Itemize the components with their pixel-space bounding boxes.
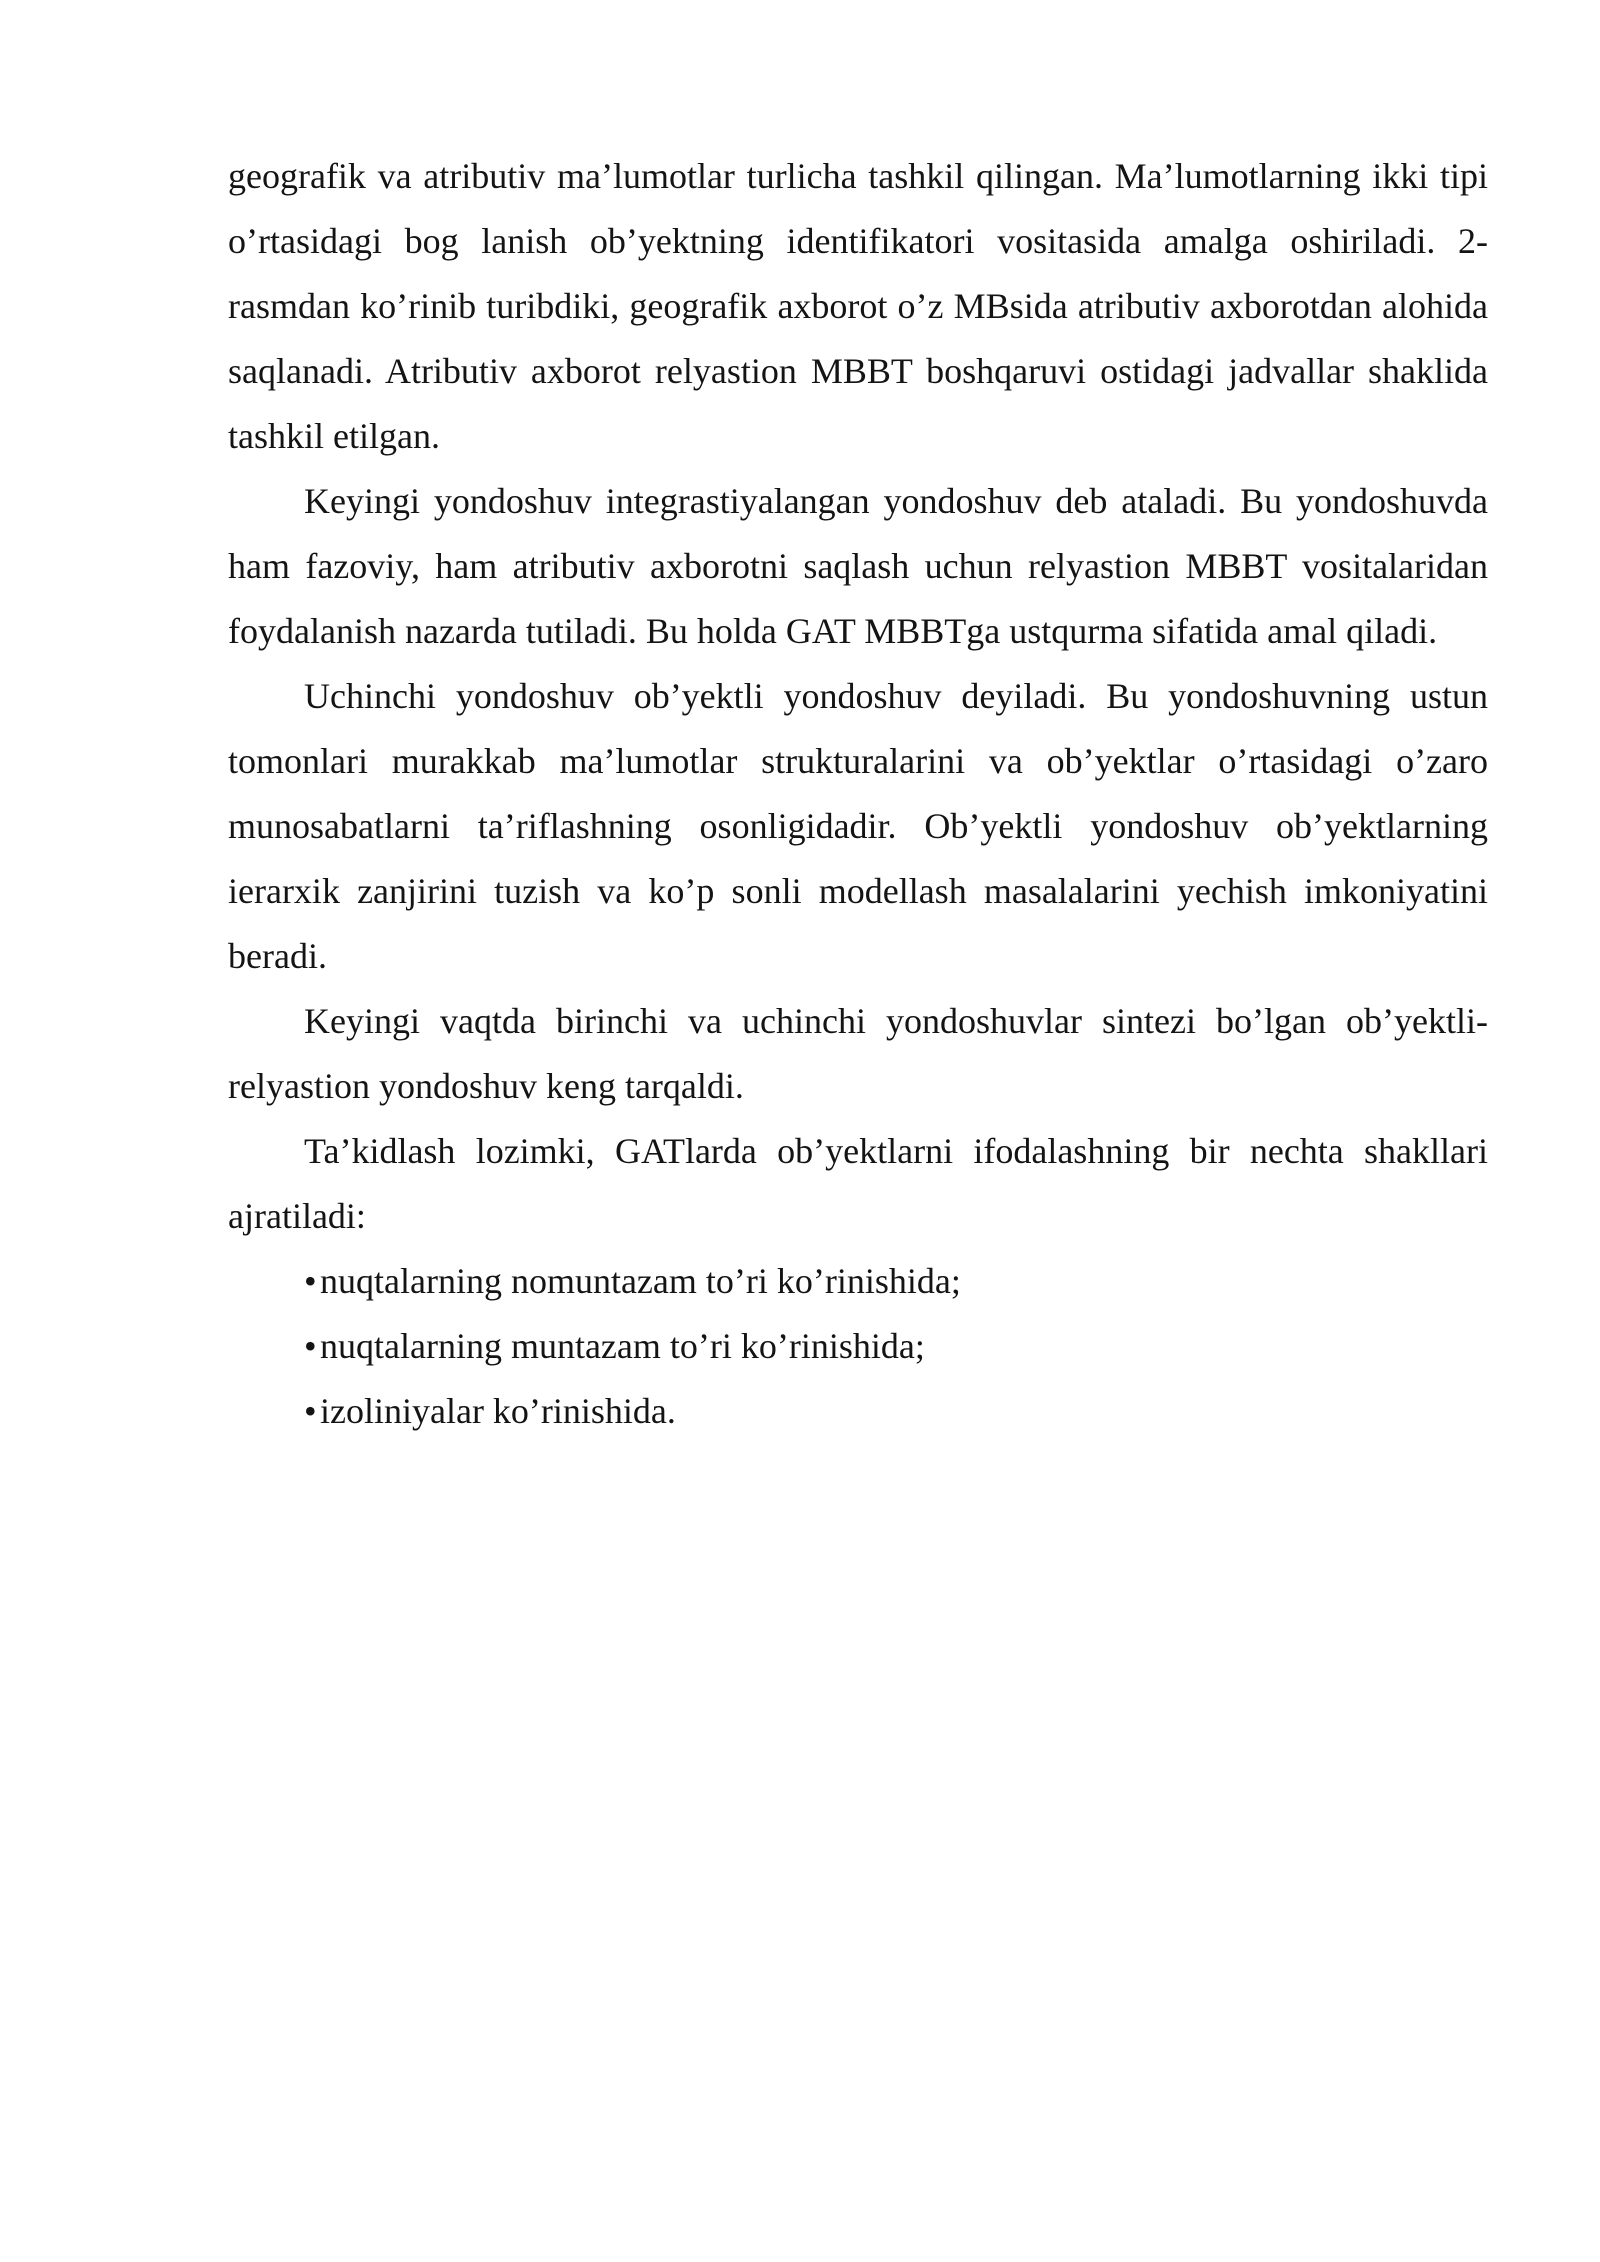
list-item-text: izoliniyalar ko’rinishida. — [320, 1391, 676, 1431]
paragraph-continuation: geografik va atributiv ma’lumotlar turlicha tashkil qilingan. Ma’lumotlarning ikki tipi o’rtasidagi bog lanish ob’yektning identifikatori vositasida amalga oshiriladi. 2-rasmdan ko’rinib turibdiki, geografik axborot o’z MBsida atributiv axborotdan alohida saqlanadi. Atributiv axborot relyastion MBBT boshqaruvi ostidagi jadvallar shaklida tashkil etilgan. — [228, 156, 1488, 456]
list-item — [228, 1379, 1488, 1444]
paragraph-integrated-approach: Keyingi yondoshuv integrastiyalangan yondoshuv deb ataladi. Bu yondoshuvda ham fazoviy, ham atributiv axborotni saqlash uchun relyastion MBBT vositalaridan foydalanish nazarda tutiladi. Bu holda GAT MBBTga ustqurma sifatida amal qiladi. — [228, 481, 1488, 651]
list-item — [228, 1249, 1488, 1314]
document-body — [228, 144, 1488, 1444]
list-item-text: nuqtalarning nomuntazam to’ri ko’rinishida; — [320, 1261, 961, 1301]
list-item-text: nuqtalarning muntazam to’ri ko’rinishida; — [320, 1326, 925, 1366]
bullet-icon: • — [304, 1261, 317, 1301]
bullet-list — [228, 1249, 1488, 1444]
paragraph-object-relational-approach: Keyingi vaqtda birinchi va uchinchi yondoshuvlar sintezi bo’lgan ob’yektli-relyastion yondoshuv keng tarqaldi. — [228, 1001, 1488, 1106]
paragraph-representation-forms: Ta’kidlash lozimki, GATlarda ob’yektlarni ifodalashning bir nechta shakllari ajratiladi: — [228, 1131, 1488, 1236]
bullet-icon: • — [304, 1391, 317, 1431]
paragraph-object-approach: Uchinchi yondoshuv ob’yektli yondoshuv deyiladi. Bu yondoshuvning ustun tomonlari murakkab ma’lumotlar strukturalarini va ob’yektlar o’rtasidagi o’zaro munosabatlarni ta’riflashning osonligidadir. Ob’yektli yondoshuv ob’yektlarning ierarxik zanjirini tuzish va ko’p sonli modellash masalalarini yechish imkoniyatini beradi. — [228, 676, 1488, 976]
bullet-icon: • — [304, 1326, 317, 1366]
list-item — [228, 1314, 1488, 1379]
